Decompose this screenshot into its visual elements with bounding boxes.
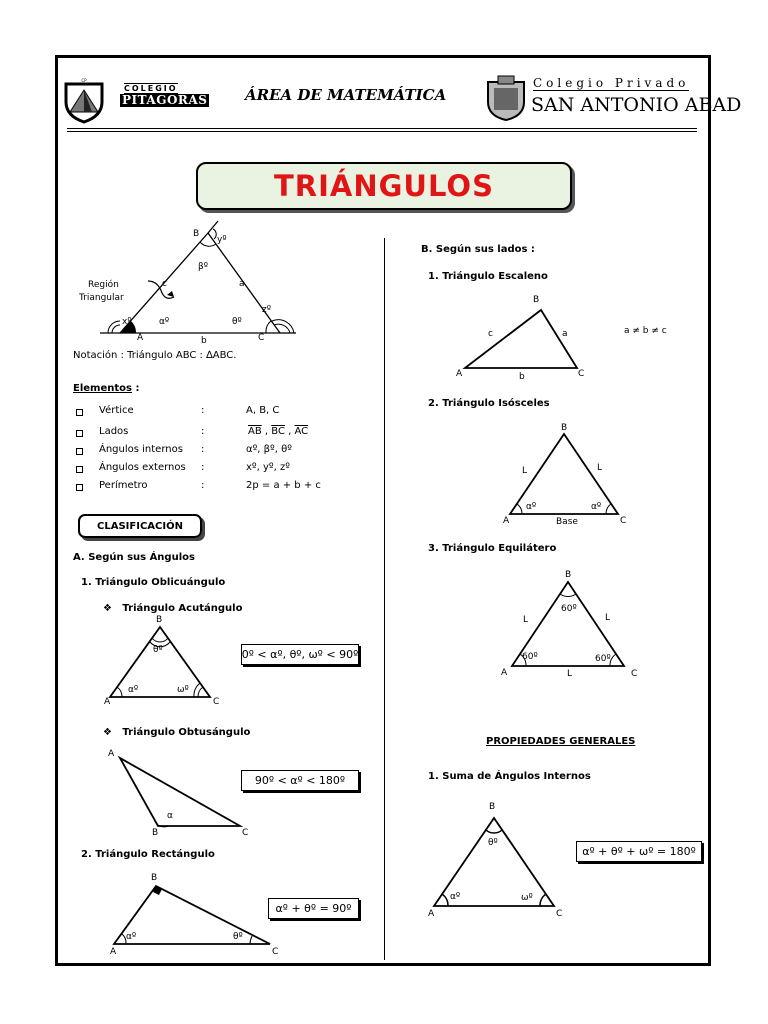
obtuse-b: B (152, 828, 159, 838)
acute-omega: ωº (177, 685, 189, 695)
obtuse-triangle-diagram (110, 752, 250, 832)
side-b-label: b (201, 336, 207, 346)
elemento-value: 2p = a + b + c (246, 480, 321, 491)
escaleno-formula: a ≠ b ≠ c (624, 326, 667, 336)
acutangulo-formula-box (241, 644, 359, 665)
oblicuangulo-heading: 1. Triángulo Oblicuángulo (81, 577, 226, 588)
square-bullet-icon (76, 448, 83, 455)
elemento-label: Ángulos externos (99, 462, 186, 473)
equilateral-a: A (501, 668, 508, 678)
scalene-b-side: b (519, 372, 525, 382)
acute-b: B (156, 615, 163, 625)
suma-heading: 1. Suma de Ángulos Internos (428, 771, 591, 782)
obtusangulo-formula-box (241, 770, 359, 791)
right-theta: θº (233, 932, 243, 942)
scalene-c: C (578, 369, 585, 379)
equilateral-b: B (565, 570, 572, 580)
acutangulo-text: Triángulo Acutángulo (122, 603, 243, 614)
elementos-colon: : (135, 383, 140, 394)
elemento-label: Vértice (99, 405, 134, 416)
obtuse-alpha: α (167, 811, 173, 821)
vertex-a-label: A (137, 333, 144, 343)
title-box (196, 162, 572, 210)
suma-formula-box (576, 841, 702, 862)
isosceles-b: B (561, 423, 568, 433)
square-bullet-icon (76, 430, 83, 437)
elemento-value: A, B, C (246, 405, 280, 416)
elementos-heading (73, 383, 139, 394)
suma-c: C (556, 909, 563, 919)
right-a: A (110, 947, 117, 957)
rectangulo-formula-box (268, 898, 359, 919)
equilateral-c: C (631, 669, 638, 679)
rectangulo-formula: αº + θº = 90º (275, 902, 352, 915)
suma-triangle-diagram (428, 812, 568, 912)
equilateral-l-left: L (523, 615, 529, 625)
propiedades-heading: PROPIEDADES GENERALES (486, 736, 636, 747)
san-antonio-logo (484, 74, 528, 120)
elemento-sep: : (201, 444, 205, 455)
elementos-heading-text: Elementos (73, 383, 132, 394)
lados-values (248, 426, 308, 437)
header-rule-2 (67, 131, 697, 132)
right-c: C (272, 947, 279, 957)
acutangulo-heading (103, 603, 242, 614)
equilatero-heading: 3. Triángulo Equilátero (428, 543, 557, 554)
acute-a: A (104, 697, 111, 707)
acute-theta: θº (153, 645, 163, 655)
header-rule (67, 128, 697, 129)
elemento-sep: : (201, 480, 205, 491)
acute-alpha: αº (128, 685, 139, 695)
scalene-c-side: c (488, 329, 493, 339)
isosceles-base: Base (556, 517, 578, 527)
elemento-sep: : (201, 426, 205, 437)
lados-sep: , (288, 426, 292, 437)
diamond-bullet-icon: ❖ (103, 727, 112, 738)
scalene-a: A (456, 369, 463, 379)
region-label-2: Triangular (79, 293, 124, 303)
region-label-1: Región (88, 280, 119, 290)
elemento-label: Lados (99, 426, 129, 437)
side-c-label: c (162, 279, 167, 289)
vertex-b-label: B (193, 229, 200, 239)
a-heading: A. Según sus Ángulos (73, 552, 195, 563)
suma-omega: ωº (521, 893, 533, 903)
side-bc: $\overline{BC}$ (271, 426, 285, 437)
vertex-c-label: C (258, 333, 265, 343)
equilateral-l-bottom: L (567, 669, 573, 679)
equilateral-60-right: 60º (595, 654, 611, 664)
scalene-b: B (533, 295, 540, 305)
isosceles-a: A (503, 516, 510, 526)
column-divider (384, 238, 385, 960)
acutangulo-formula: 0º < αº, θº, ωº < 90º (241, 648, 359, 661)
rectangulo-heading: 2. Triángulo Rectángulo (81, 849, 215, 860)
ext-z-label: zº (262, 305, 271, 315)
right-logo-text-2: SAN ANTONIO ABAD (531, 94, 742, 116)
elemento-value: xº, yº, zº (246, 462, 290, 473)
obtusangulo-formula: 90º < αº < 180º (254, 774, 346, 787)
equilateral-l-right: L (605, 613, 611, 623)
side-ac: $\overline{AC}$ (294, 426, 309, 437)
equilateral-60-top: 60º (561, 604, 577, 614)
square-bullet-icon (76, 409, 83, 416)
suma-formula: αº + θº + ωº = 180º (582, 845, 696, 858)
isosceles-l-right: L (597, 463, 603, 473)
elemento-sep: : (201, 405, 205, 416)
right-alpha: αº (126, 932, 137, 942)
notation-text: Notación : Triángulo ABC : ∆ABC. (73, 350, 237, 361)
pitagoras-logo (64, 78, 104, 122)
square-bullet-icon (76, 466, 83, 473)
acute-c: C (213, 697, 220, 707)
logo-seal-text: CP (81, 78, 87, 83)
obtusangulo-heading (103, 727, 250, 738)
suma-b: B (489, 802, 496, 812)
suma-theta: θº (488, 838, 498, 848)
side-ab: $\overline{AB}$ (248, 426, 262, 437)
ext-x-label: xº (122, 317, 132, 327)
square-bullet-icon (76, 484, 83, 491)
angle-alpha-label: αº (159, 317, 170, 327)
elemento-sep: : (201, 462, 205, 473)
escaleno-heading: 1. Triángulo Escaleno (428, 271, 548, 282)
elemento-label: Perímetro (99, 480, 148, 491)
left-logo-text-1: COLEGIO (124, 84, 178, 93)
isosceles-triangle-diagram (500, 428, 630, 518)
suma-a: A (428, 909, 435, 919)
clasificacion-box (78, 514, 202, 538)
obtuse-a: A (108, 749, 115, 759)
page-title: TRIÁNGULOS (274, 169, 494, 203)
left-logo-text-2: PITAGORAS (122, 93, 208, 107)
ext-y-label: yº (217, 235, 227, 245)
b-heading: B. Según sus lados : (421, 244, 535, 255)
isosceles-l-left: L (522, 466, 528, 476)
elemento-label: Ángulos internos (99, 444, 183, 455)
suma-alpha: αº (450, 892, 461, 902)
lados-sep: , (264, 426, 269, 437)
obtusangulo-text: Triángulo Obtusángulo (122, 727, 251, 738)
scalene-a-side: a (562, 329, 568, 339)
right-logo-text-1: Colegio Privado (533, 76, 690, 90)
isosceles-c: C (620, 516, 627, 526)
angle-beta-label: βº (198, 262, 208, 272)
obtuse-c: C (242, 828, 249, 838)
isosceles-heading: 2. Triángulo Isósceles (428, 398, 550, 409)
side-a-label: a (239, 279, 245, 289)
area-title: ÁREA DE MATEMÁTICA (245, 86, 447, 104)
right-b: B (151, 873, 158, 883)
scalene-triangle-diagram (455, 300, 585, 380)
equilateral-triangle-diagram (500, 576, 640, 676)
clasificacion-label: CLASIFICACIÓN (97, 520, 183, 532)
equilateral-60-left: 60º (522, 652, 538, 662)
isosceles-alpha-right: αº (591, 502, 602, 512)
main-triangle-diagram (100, 225, 320, 355)
angle-theta-label: θº (232, 317, 242, 327)
isosceles-alpha-left: αº (526, 502, 537, 512)
elemento-value: αº, βº, θº (246, 444, 292, 455)
acute-triangle-diagram (100, 615, 220, 705)
diamond-bullet-icon: ❖ (103, 603, 112, 614)
